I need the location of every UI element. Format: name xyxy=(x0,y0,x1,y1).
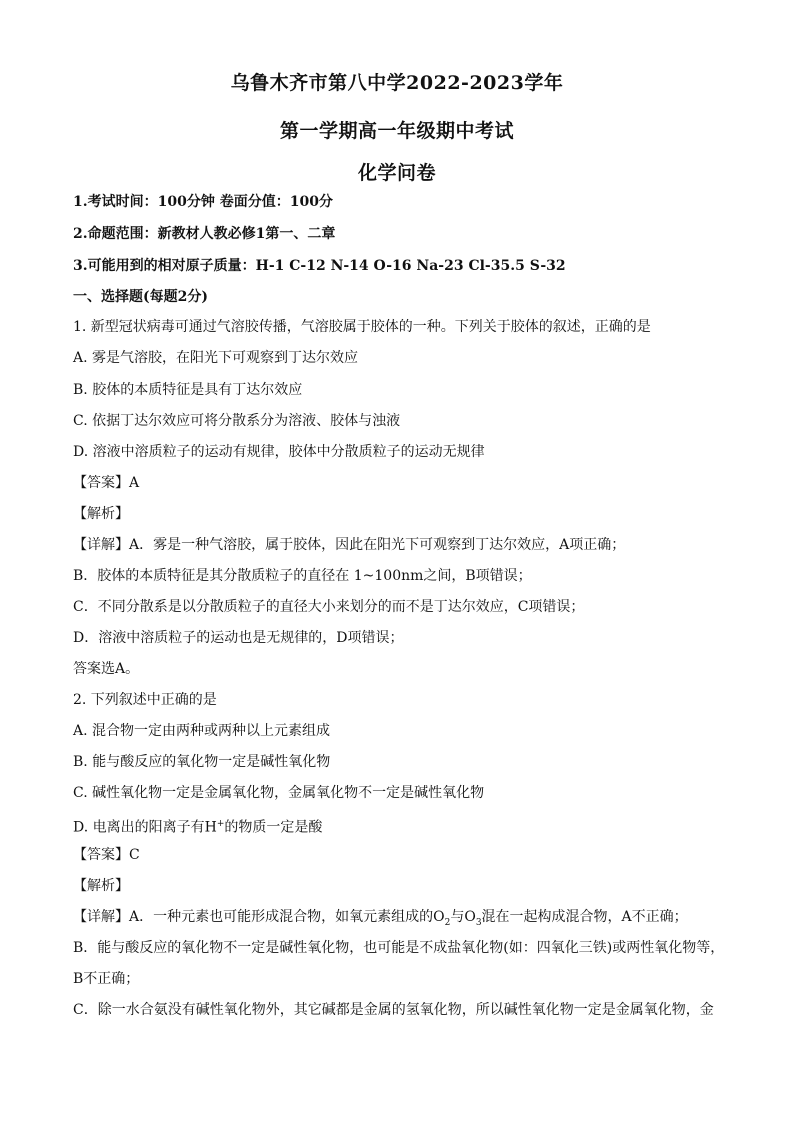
q1-detail-2: B．胶体的本质特征是其分散质粒子的直径在 1~100nm之间，B项错误； xyxy=(73,568,532,584)
q2-detail-3: C．除一水合氨没有碱性氧化物外，其它碱都是金属的氢氧化物，所以碱性氧化物一定是金属氧化物，金 xyxy=(73,1002,714,1018)
q2-option-a: A. 混合物一定由两种或两种以上元素组成 xyxy=(73,723,331,739)
section-heading: 一、选择题(每题2分) xyxy=(73,289,208,305)
q2-detail-1-pre: 【详解】A．一种元素也可能形成混合物，如氧元素组成的O xyxy=(73,909,445,925)
q1-option-a: A. 雾是气溶胶，在阳光下可观察到丁达尔效应 xyxy=(73,350,359,366)
q1-conclusion: 答案选A。 xyxy=(73,661,140,677)
q2-option-c: C. 碱性氧化物一定是金属氧化物，金属氧化物不一定是碱性氧化物 xyxy=(73,785,485,801)
q2-option-d-text-pre: D. 电离出的阳离子有H xyxy=(73,819,217,836)
title-line-3: 化学问卷 xyxy=(357,162,436,184)
atomic-mass-info: 3.可能用到的相对原子质量：H-1 C-12 N-14 O-16 Na-23 Cl-35.5 S-32 xyxy=(73,258,566,274)
q1-option-c: C. 依据丁达尔效应可将分散系分为溶液、胶体与浊液 xyxy=(73,413,401,429)
q2-option-d-text-post: 的物质一定是酸 xyxy=(224,819,323,836)
q1-option-d: D. 溶液中溶质粒子的运动有规律，胶体中分散质粒子的运动无规律 xyxy=(73,444,485,460)
q2-detail-1-sub-2: 3 xyxy=(475,917,482,928)
q2-detail-2: B．能与酸反应的氧化物不一定是碱性氧化物，也可能是不成盐氧化物(如：四氧化三铁)或两性氧化物等， xyxy=(73,940,725,956)
q1-detail-4: D．溶液中溶质粒子的运动也是无规律的，D项错误； xyxy=(73,630,404,646)
q2-analysis-label: 【解析】 xyxy=(73,878,129,894)
q2-detail-1-post: 混在一起构成混合物，A不正确； xyxy=(481,909,688,925)
exam-scope-info: 2.命题范围：新教材人教必修1第一、二章 xyxy=(73,226,336,242)
q1-detail-1: 【详解】A．雾是一种气溶胶，属于胶体，因此在阳光下可观察到丁达尔效应，A项正确； xyxy=(73,537,626,553)
exam-time-info: 1.考试时间：100分钟 卷面分值：100分 xyxy=(73,194,333,210)
q2-stem: 2. 下列叙述中正确的是 xyxy=(73,692,217,708)
q1-option-b: B. 胶体的本质特征是具有丁达尔效应 xyxy=(73,382,303,398)
q1-stem: 1. 新型冠状病毒可通过气溶胶传播，气溶胶属于胶体的一种。下列关于胶体的叙述，正确的是 xyxy=(73,319,651,335)
q2-detail-1-mid: 与O xyxy=(450,909,476,925)
title-line-1: 乌鲁木齐市第八中学2022-2023学年 xyxy=(230,72,564,94)
q1-analysis-label: 【解析】 xyxy=(73,506,129,522)
q2-detail-2-continued: B不正确； xyxy=(73,971,140,987)
q2-option-d-superscript: + xyxy=(216,819,225,829)
title-line-2: 第一学期高一年级期中考试 xyxy=(279,120,514,142)
q1-detail-3: C．不同分散系是以分散质粒子的直径大小来划分的而不是丁达尔效应，C项错误； xyxy=(73,599,585,615)
q2-detail-1 xyxy=(73,907,723,933)
q2-detail-1-sub-1: 2 xyxy=(444,917,451,928)
q2-option-d xyxy=(73,814,723,838)
q1-answer: 【答案】A xyxy=(73,475,140,491)
q2-option-b: B. 能与酸反应的氧化物一定是碱性氧化物 xyxy=(73,754,331,770)
q2-answer: 【答案】C xyxy=(73,847,140,863)
